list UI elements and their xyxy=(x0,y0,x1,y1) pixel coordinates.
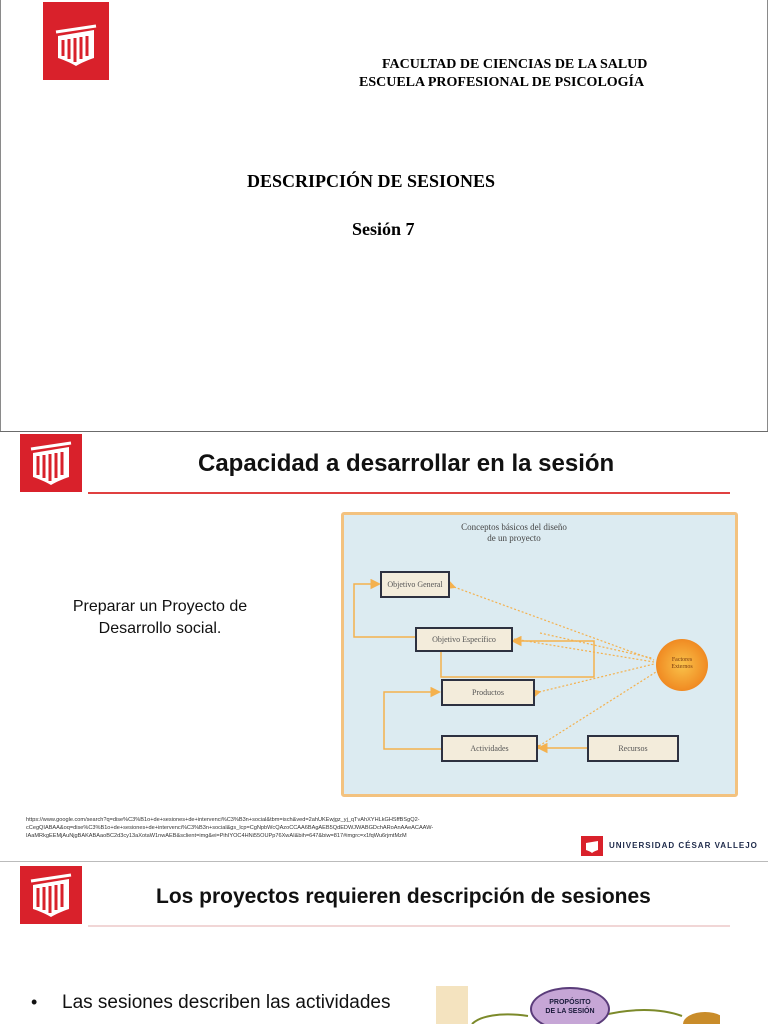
diagram-title xyxy=(444,522,584,544)
university-name: UNIVERSIDAD CÉSAR VALLEJO xyxy=(609,841,758,850)
box-objetivo-general: Objetivo General xyxy=(380,571,450,598)
purpose-bubble xyxy=(530,987,610,1024)
external-factors-label xyxy=(656,657,708,671)
source-line-1: https://www.google.com/search?q=dise%C3%B1o+de+sesiones+de+intervenci%C3%B3n+social&tbm=isch&ved=2ahUKEwjgz_yj_qTvAhXYHLkGHSffBSgQ2- xyxy=(26,817,420,823)
capacity-text xyxy=(50,596,270,640)
title-underline xyxy=(88,492,730,494)
bubble-line-1: PROPÓSITO xyxy=(549,999,591,1006)
slide-title: Los proyectos requieren descripción de sesiones xyxy=(156,885,651,908)
title-underline xyxy=(88,925,730,927)
slide-projects xyxy=(0,864,768,1024)
capacity-line-2: Desarrollo social. xyxy=(98,620,222,637)
box-productos: Productos xyxy=(441,679,535,706)
ucv-logo xyxy=(43,2,109,80)
ucv-logo xyxy=(20,434,82,492)
bullet-text: Las sesiones describen las actividades xyxy=(62,992,391,1013)
box-recursos: Recursos xyxy=(587,735,679,762)
slide-divider xyxy=(0,861,768,862)
diagram-title-line-2: de un proyecto xyxy=(487,533,541,543)
project-design-diagram xyxy=(341,512,738,797)
ucv-mini-logo xyxy=(581,836,603,856)
capacity-line-1: Preparar un Proyecto de xyxy=(72,598,248,615)
external-line-1: Factores xyxy=(671,657,693,663)
bubble-line-2: DE LA SESIÓN xyxy=(545,1008,595,1015)
ucv-logo xyxy=(20,866,82,924)
slide-title: Capacidad a desarrollar en la sesión xyxy=(198,450,615,477)
external-line-2: Externos xyxy=(671,664,693,670)
faculty-heading: FACULTAD DE CIENCIAS DE LA SALUD xyxy=(382,57,648,72)
side-strip xyxy=(436,986,468,1024)
session-number: Sesión 7 xyxy=(352,219,415,239)
box-actividades: Actividades xyxy=(441,735,538,762)
school-heading: ESCUELA PROFESIONAL DE PSICOLOGÍA xyxy=(359,75,645,90)
diagram-title-line-1: Conceptos básicos del diseño xyxy=(461,522,567,532)
slide-cover xyxy=(0,0,768,432)
source-line-2: cCegQIABAA&oq=dise%C3%B1o+de+sesiones+de+intervenci%C3%B3n+social&gs_lcp=CgNpbWcQAzoCCAA6BAgAEB5QdEDWJWABGDchARoAnAAeACAAW- xyxy=(26,825,434,831)
cover-title: DESCRIPCIÓN DE SESIONES xyxy=(247,171,496,191)
box-objetivo-especifico: Objetivo Específico xyxy=(415,627,513,652)
source-line-3: IAaMRkgEEMjAuNjgBAKABAaoBC2d3cy13aXotaW1nwAEB&sclient=img&ei=PihIYOC4HNi55OUPp76XwAI&bih=647&biw=817#imgrc=x1fqWu6rjmtMzM xyxy=(26,833,407,839)
image-source-url xyxy=(26,816,546,840)
bullet-marker: • xyxy=(31,992,38,1012)
